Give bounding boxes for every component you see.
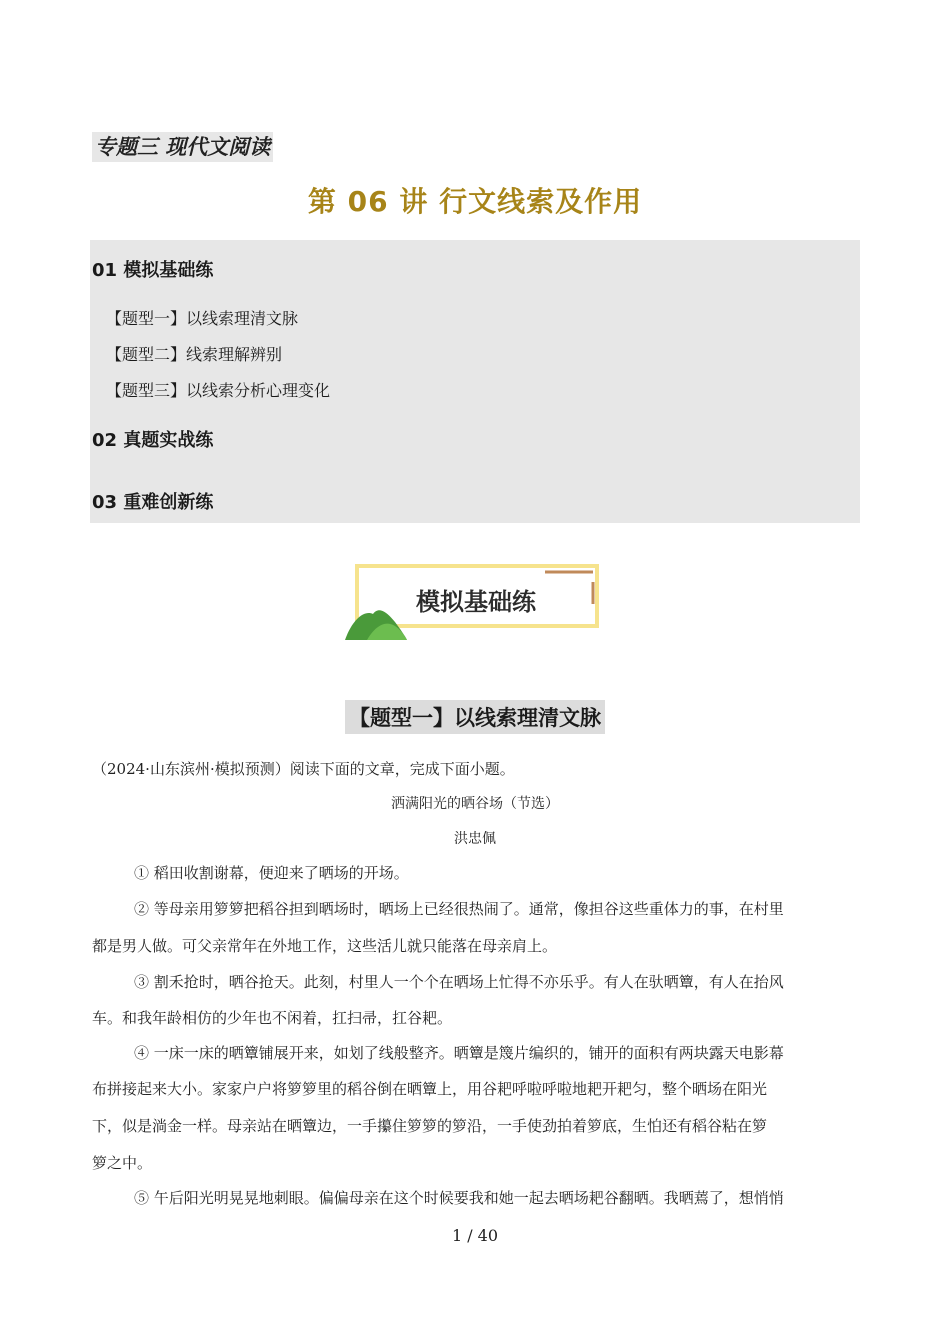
paragraph-line: ① 稻田收割谢幕，便迎来了晒场的开场。 <box>134 864 409 882</box>
page-number: 1 / 40 <box>451 1226 499 1245</box>
paragraph-line: 都是男人做。可父亲常年在外地工作，这些活儿就只能落在母亲肩上。 <box>92 937 558 955</box>
passage-source: （2024·山东滨州·模拟预测）阅读下面的文章，完成下面小题。 <box>92 760 515 778</box>
lecture-title: 第 06 讲 行文线索及作用 <box>307 185 643 218</box>
question-type-label: 【题型一】以线索理清文脉 <box>345 700 605 734</box>
paragraph-line: 下，似是淌金一样。母亲站在晒簟边，一手攥住箩箩的箩沿，一手使劲拍着箩底，生怕还有稻谷粘在箩 <box>92 1117 768 1135</box>
paragraph-line: 车。和我年龄相仿的少年也不闲着，扛扫帚，扛谷耙。 <box>92 1009 453 1027</box>
topic-heading: 专题三 现代文阅读 <box>92 132 273 162</box>
toc-item-type-2[interactable]: 【题型二】线索理解辨别 <box>106 345 283 364</box>
toc-item-type-1[interactable]: 【题型一】以线索理清文脉 <box>106 309 299 328</box>
banner-title: 模拟基础练 <box>416 588 536 616</box>
toc-section-1[interactable]: 01 模拟基础练 <box>92 260 214 281</box>
article-title: 洒满阳光的晒谷场（节选） <box>391 796 559 812</box>
toc-item-type-3[interactable]: 【题型三】以线索分析心理变化 <box>106 381 331 400</box>
paragraph-line: ④ 一床一床的晒簟铺展开来，如划了线般整齐。晒簟是篾片编织的，铺开的面积有两块露天电影幕 <box>134 1044 784 1062</box>
toc-section-2[interactable]: 02 真题实战练 <box>92 430 214 451</box>
article-author: 洪忠佩 <box>454 831 496 847</box>
paragraph-line: ⑤ 午后阳光明晃晃地刺眼。偏偏母亲在这个时候要我和她一起去晒场耙谷翻晒。我晒蔫了，想悄悄 <box>134 1189 784 1207</box>
section-banner <box>345 560 607 644</box>
paragraph-line: ③ 割禾抢时，晒谷抢天。此刻，村里人一个个在晒场上忙得不亦乐乎。有人在驮晒簟，有人在抬风 <box>134 973 784 991</box>
paragraph-line: ② 等母亲用箩箩把稻谷担到晒场时，晒场上已经很热闹了。通常，像担谷这些重体力的事，在村里 <box>134 900 784 918</box>
table-of-contents <box>90 240 860 523</box>
paragraph-line: 箩之中。 <box>92 1154 153 1172</box>
paragraph-line: 布拼接起来大小。家家户户将箩箩里的稻谷倒在晒簟上，用谷耙呼啦呼啦地耙开耙匀，整个晒场在阳光 <box>92 1080 768 1098</box>
toc-section-3[interactable]: 03 重难创新练 <box>92 492 214 513</box>
question-type-heading <box>0 700 950 734</box>
